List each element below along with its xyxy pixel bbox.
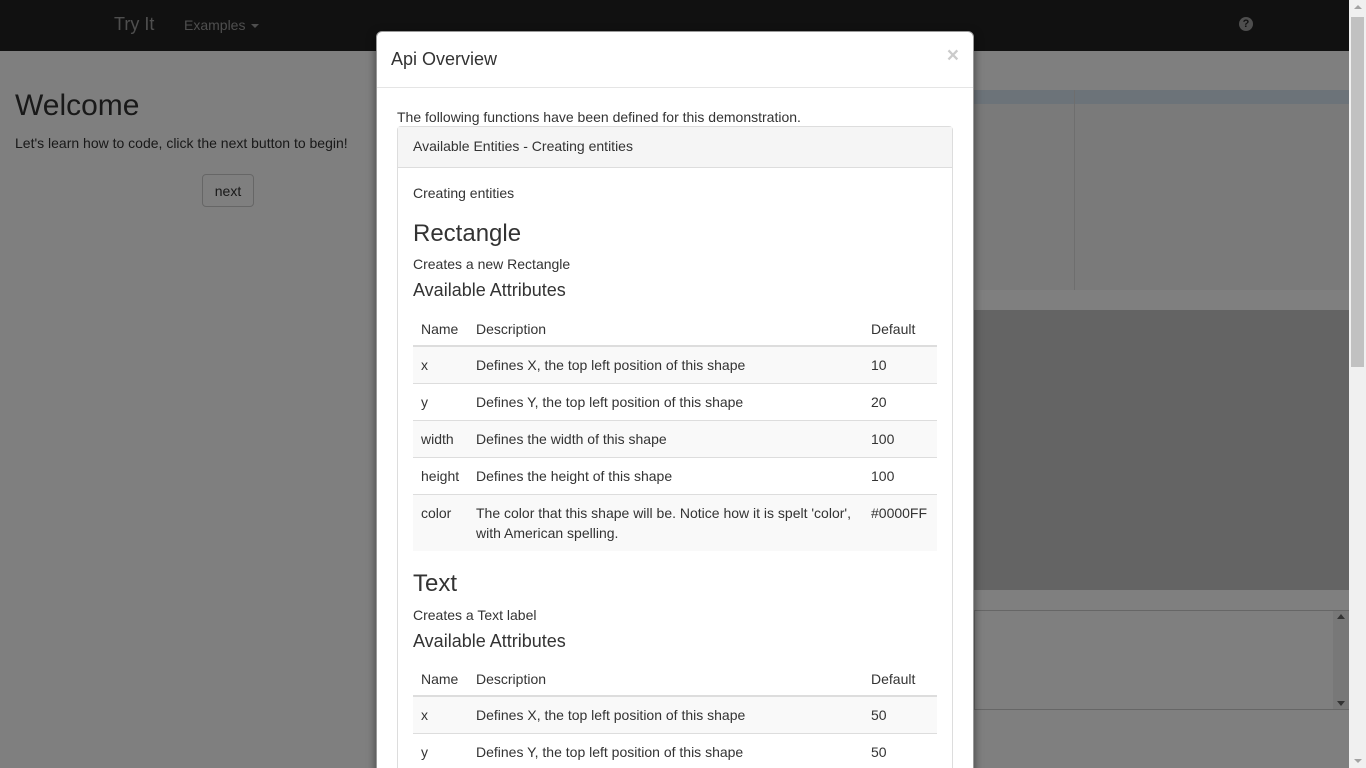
cell-description: Defines Y, the top left position of this shape [468,384,863,421]
header-name: Name [413,663,468,696]
panel-body [398,168,952,768]
cell-default: 100 [863,421,937,458]
header-name: Name [413,313,468,346]
scrollbar-thumb[interactable] [1351,17,1364,367]
header-default: Default [863,313,937,346]
attributes-table-text [413,663,937,768]
table-header-row [413,663,937,696]
scroll-down-icon[interactable] [1354,759,1362,763]
cell-description: Defines X, the top left position of this shape [468,346,863,384]
table-header-row [413,313,937,346]
attributes-title: Available Attributes [413,630,566,651]
table-row [413,458,937,495]
modal-intro: The following functions have been defined for this demonstration. [397,109,801,125]
cell-name: height [413,458,468,495]
close-button[interactable]: × [946,44,959,67]
entity-description: Creates a new Rectangle [413,256,571,273]
entities-panel [397,126,953,768]
table-row [413,696,937,734]
cell-description: Defines Y, the top left position of this shape [468,734,863,768]
table-row [413,346,937,384]
header-description: Description [468,313,863,346]
panel-heading: Available Entities - Creating entities [398,127,952,168]
cell-description: The color that this shape will be. Notice how it is spelt 'color', with American spelling. [468,495,863,552]
cell-name: y [413,734,468,768]
scroll-up-icon[interactable] [1354,5,1362,9]
cell-name: width [413,421,468,458]
table-row [413,495,937,552]
page-scrollbar[interactable] [1349,0,1366,768]
modal-header [377,32,973,88]
entity-title-rectangle: Rectangle [413,220,522,247]
modal-body [377,88,973,768]
table-row [413,421,937,458]
attributes-title: Available Attributes [413,280,566,301]
cell-name: color [413,495,468,552]
entity-title-text: Text [413,570,458,598]
cell-default: 20 [863,384,937,421]
cell-name: x [413,696,468,734]
section-label: Creating entities [413,185,515,201]
modal-title: Api Overview [391,49,498,69]
cell-name: x [413,346,468,384]
cell-default: 10 [863,346,937,384]
cell-default: #0000FF [863,495,937,552]
header-default: Default [863,663,937,696]
table-row [413,734,937,768]
cell-default: 50 [863,696,937,734]
cell-name: y [413,384,468,421]
cell-description: Defines the width of this shape [468,421,863,458]
api-overview-modal [376,31,974,768]
attributes-table-rectangle [413,313,937,551]
cell-description: Defines X, the top left position of this shape [468,696,863,734]
entity-description: Creates a Text label [413,606,537,623]
table-row [413,384,937,421]
cell-default: 50 [863,734,937,768]
cell-description: Defines the height of this shape [468,458,863,495]
cell-default: 100 [863,458,937,495]
header-description: Description [468,663,863,696]
